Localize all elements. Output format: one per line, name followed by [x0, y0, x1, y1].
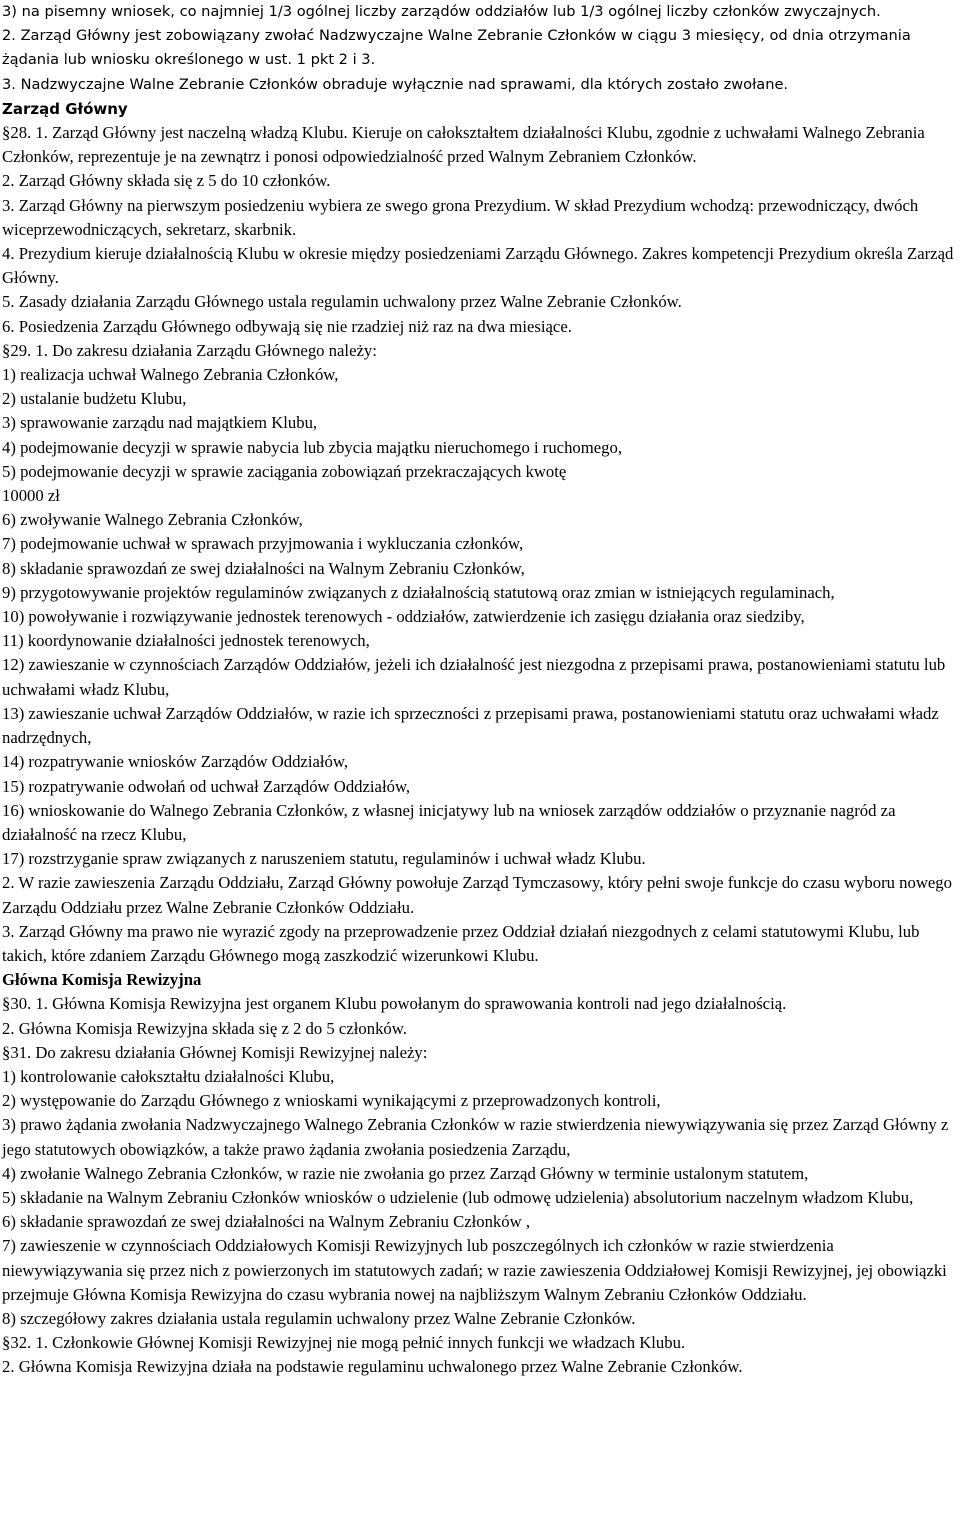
list-item: 4) zwołanie Walnego Zebrania Członków, w razie nie zwołania go przez Zarząd Główny w terminie ustalonym statutem,: [2, 1163, 809, 1183]
list-item: 7) podejmowanie uchwał w sprawach przyjmowania i wykluczania członków,: [2, 534, 524, 554]
paragraph-28-4: 4. Prezydium kieruje działalnością Klubu w okresie między posiedzeniami Zarządu Głównego. Zakres kompetencji Prezydium określa Zarząd Główny.: [2, 244, 954, 288]
list-item: 15) rozpatrywanie odwołań od uchwał Zarządów Oddziałów,: [2, 776, 411, 796]
paragraph-3-wniosek: 3) na pisemny wniosek, co najmniej 1/3 ogólnej liczby zarządów oddziałów lub 1/3 ogólnej liczby członków zwyczajnych.: [2, 3, 881, 20]
paragraph-3-obrady: 3. Nadzwyczajne Walne Zebranie Członków obraduje wyłącznie nad sprawami, dla których zostało zwołane.: [2, 75, 789, 93]
list-item: 2) ustalanie budżetu Klubu,: [2, 389, 187, 409]
paragraph-31: §31. Do zakresu działania Głównej Komisji Rewizyjnej należy:: [2, 1042, 428, 1062]
list-item: 13) zawieszanie uchwał Zarządów Oddziałów, w razie ich sprzeczności z przepisami prawa, postanowieniami statutu oraz uchwałami władz nadrzędnych,: [2, 703, 939, 748]
paragraph-2-zwolanie: 2. Zarząd Główny jest zobowiązany zwołać Nadzwyczajne Walne Zebranie Członków w ciągu 3 miesięcy, od dnia otrzymania żądania lub wniosku określonego w ust. 1 pkt 2 i 3.: [2, 27, 911, 69]
list-item: 6) składanie sprawozdań ze swej działalności na Walnym Zebraniu Członków ,: [2, 1212, 531, 1232]
list-item: 3) prawo żądania zwołania Nadzwyczajnego Walnego Zebrania Członków w razie stwierdzenia niewywiązywania się przez Zarząd Główny z jego statutowych obowiązków, a także prawo żądania zwołania posiedzenia Zarządu,: [2, 1115, 949, 1159]
list-item: 14) rozpatrywanie wniosków Zarządów Oddziałów,: [2, 752, 348, 772]
list-item-continuation: 10000 zł: [2, 486, 60, 506]
paragraph-29-2: 2. W razie zawieszenia Zarządu Oddziału, Zarząd Główny powołuje Zarząd Tymczasowy, który pełni swoje funkcje do czasu wyboru nowego Zarządu Oddziału przez Walne Zebranie Członków Oddziału.: [2, 873, 952, 917]
paragraph-32-1: §32. 1. Członkowie Głównej Komisji Rewizyjnej nie mogą pełnić innych funkcji we władzach Klubu.: [2, 1333, 686, 1353]
paragraph-30-2: 2. Główna Komisja Rewizyjna składa się z 2 do 5 członków.: [2, 1018, 407, 1038]
list-item: 16) wnioskowanie do Walnego Zebrania Członków, z własnej inicjatywy lub na wniosek zarządów oddziałów o przyznanie nagród za działalność na rzecz Klubu,: [2, 800, 896, 844]
list-item: 12) zawieszanie w czynnościach Zarządów Oddziałów, jeżeli ich działalność jest niezgodna z przepisami prawa, postanowieniami statutu lub uchwałami władz Klubu,: [2, 655, 946, 699]
paragraph-28-6: 6. Posiedzenia Zarządu Głównego odbywają się nie rzadziej niż raz na dwa miesiące.: [2, 316, 572, 336]
paragraph-28-2: 2. Zarząd Główny składa się z 5 do 10 członków.: [2, 171, 331, 191]
list-item: 11) koordynowanie działalności jednostek terenowych,: [2, 631, 370, 651]
paragraph-29-1: §29. 1. Do zakresu działania Zarządu Głównego należy:: [2, 340, 377, 360]
list-item: 17) rozstrzyganie spraw związanych z naruszeniem statutu, regulaminów i uchwał władz Klubu.: [2, 849, 646, 869]
list-item: 2) występowanie do Zarządu Głównego z wnioskami wynikającymi z przeprowadzonych kontroli,: [2, 1091, 661, 1111]
paragraph-29-3: 3. Zarząd Główny ma prawo nie wyrazić zgody na przeprowadzenie przez Oddział działań niezgodnych z celami statutowymi Klubu, lub takich, które zdaniem Zarządu Głównego mogą zaszkodzić wizerunkowi Klubu.: [2, 921, 920, 965]
paragraph-30-1: §30. 1. Główna Komisja Rewizyjna jest organem Klubu powołanym do sprawowania kontroli nad jego działalnością.: [2, 994, 787, 1014]
list-item: 8) składanie sprawozdań ze swej działalności na Walnym Zebraniu Członków,: [2, 558, 525, 578]
paragraph-28-3: 3. Zarząd Główny na pierwszym posiedzeniu wybiera ze swego grona Prezydium. W skład Prezydium wchodzą: przewodniczący, dwóch wiceprzewodniczących, sekretarz, skarbnik.: [2, 195, 919, 239]
paragraph-28-1: §28. 1. Zarząd Główny jest naczelną władzą Klubu. Kieruje on całokształtem działalności Klubu, zgodnie z uchwałami Walnego Zebrania Członków, reprezentuje je na zewnątrz i ponosi odpowiedzialność przed Walnym Zebraniem Członków.: [2, 123, 925, 167]
list-item: 4) podejmowanie decyzji w sprawie nabycia lub zbycia majątku nieruchomego i ruchomego,: [2, 437, 623, 457]
list-item: 1) realizacja uchwał Walnego Zebrania Członków,: [2, 365, 339, 385]
list-item: 10) powoływanie i rozwiązywanie jednostek terenowych - oddziałów, zatwierdzenie ich zasięgu działania oraz siedziby,: [2, 607, 805, 627]
list-item: 8) szczegółowy zakres działania ustala regulamin uchwalony przez Walne Zebranie Członków.: [2, 1308, 636, 1328]
list-item: 5) podejmowanie decyzji w sprawie zaciągania zobowiązań przekraczających kwotę: [2, 461, 567, 481]
list-item: 6) zwoływanie Walnego Zebrania Członków,: [2, 510, 303, 530]
list-item: 5) składanie na Walnym Zebraniu Członków wniosków o udzielenie (lub odmowę udzielenia) absolutorium naczelnym władzom Klubu,: [2, 1187, 914, 1207]
list-item: 1) kontrolowanie całokształtu działalności Klubu,: [2, 1066, 335, 1086]
paragraph-32-2: 2. Główna Komisja Rewizyjna działa na podstawie regulaminu uchwalonego przez Walne Zebranie Członków.: [2, 1357, 743, 1377]
list-item: 7) zawieszenie w czynnościach Oddziałowych Komisji Rewizyjnych lub poszczególnych ich członków w razie stwierdzenia niewywiązywania się przez nich z powierzonych im statutowych zadań; w razie zawieszenia Oddziałowej Komisji Rewizyjnej, jej obowiązki przejmuje Główna Komisja Rewizyjna do czasu wybrania nowej na najbliższym Walnym Zebraniu Członków Oddziału.: [2, 1236, 947, 1304]
section-heading-zarzad-glowny: Zarząd Główny: [2, 99, 128, 118]
list-item: 9) przygotowywanie projektów regulaminów związanych z działalnością statutową oraz zmian w istniejących regulaminach,: [2, 582, 835, 602]
list-item: 3) sprawowanie zarządu nad majątkiem Klubu,: [2, 413, 318, 433]
paragraph-28-5: 5. Zasady działania Zarządu Głównego ustala regulamin uchwalony przez Walne Zebranie Członków.: [2, 292, 682, 312]
section-heading-glowna-komisja-rewizyjna: Główna Komisja Rewizyjna: [2, 970, 202, 990]
